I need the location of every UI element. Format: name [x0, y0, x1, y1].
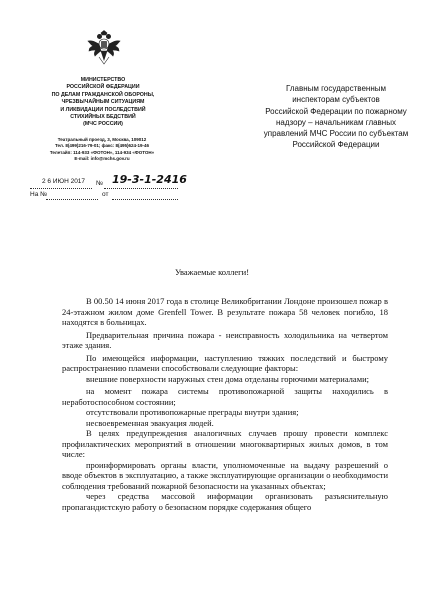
recipient-line: Российской Федерации по пожарному	[265, 106, 407, 116]
recipient-line: Российской Федерации	[292, 140, 380, 150]
body-paragraph: несвоевременная эвакуация людей.	[86, 417, 214, 428]
reference-label: На №	[30, 191, 48, 198]
recipient-line: инспекторам субъектов	[292, 95, 380, 105]
ministry-line: ПО ДЕЛАМ ГРАЖДАНСКОЙ ОБОРОНЫ,	[51, 91, 155, 98]
coat-of-arms-icon	[87, 30, 121, 66]
ministry-line: РОССИЙСКОЙ ФЕДЕРАЦИИ	[66, 84, 140, 91]
ministry-line: МИНИСТЕРСТВО	[80, 77, 126, 83]
teletype-line: Телетайп: 114-933 «ФОТОН», 114-934 «ФОТОН»	[49, 149, 155, 155]
recipient-block	[246, 83, 424, 151]
address-block	[22, 137, 182, 163]
recipient-line: Главным государственным	[286, 84, 386, 93]
body-paragraph: проинформировать органы власти, уполномоченные на выдачу разрешений о вводе объектов в эксплуатацию, а также эксплуатирующие организации о необходимости соблюдения требований пожарной безопасности на указанных объектах;	[62, 459, 388, 491]
document-date: 2 6 ИЮН 2017	[42, 178, 86, 185]
body-paragraph: Предварительная причина пожара - неисправность холодильника на четвертом этаже здания.	[62, 329, 388, 350]
phone-line: Тел. 8(499)216-79-01; факс: 8(495)624-19-46	[54, 143, 150, 149]
body-paragraph: В 00.50 14 июня 2017 года в столице Великобритании Лондоне произошел пожар в 24-этажном жилом доме Grenfell Tower. В результате пожара 58 человек погибло, 18 находятся в больницах.	[62, 296, 388, 327]
document-number: 19-3-1-2416	[112, 173, 187, 186]
letter-body	[62, 296, 388, 512]
recipient-line: надзору – начальникам главных	[276, 117, 396, 127]
number-underline	[104, 188, 178, 189]
body-paragraph: отсутствовали противопожарные преграды внутри здания;	[86, 407, 299, 417]
body-paragraph: внешние поверхности наружных стен дома отделаны горючими материалами;	[86, 373, 369, 384]
reference-underline	[46, 199, 98, 200]
ministry-line: (МЧС РОССИИ)	[83, 121, 123, 128]
body-paragraph: на момент пожара системы противопожарной защиты находились в неработоспособном состоянии;	[62, 386, 388, 407]
body-paragraph: По имеющейся информации, наступлению тяжких последствий и быстрому распространению пламени способствовали следующие факторы:	[62, 352, 388, 373]
from-underline	[112, 199, 178, 200]
number-label: №	[96, 180, 103, 187]
greeting: Уважаемые коллеги!	[174, 267, 250, 277]
ministry-line: СТИХИЙНЫХ БЕДСТВИЙ	[70, 114, 136, 121]
email-line: E-mail: info@mchs.gov.ru	[74, 156, 130, 162]
address-line: Театральный проезд, 3, Москва, 109012	[57, 137, 147, 142]
ministry-line: ЧРЕЗВЫЧАЙНЫМ СИТУАЦИЯМ	[61, 99, 145, 106]
recipient-line: управлений МЧС России по субъектам	[263, 129, 409, 139]
body-paragraph: через средства массовой информации организовать разъяснительную пропагандистскую работу о безопасном порядке содержания общего	[62, 491, 388, 512]
ministry-line: И ЛИКВИДАЦИИ ПОСЛЕДСТВИЙ	[60, 106, 146, 113]
from-label: от	[102, 191, 109, 198]
date-underline	[30, 188, 92, 189]
ministry-name-block	[28, 77, 178, 129]
body-paragraph: В целях предупреждения аналогичных случаев прошу провести комплекс профилактических мероприятий в отношении многоквартирных жилых домов, в том числе:	[62, 428, 388, 459]
